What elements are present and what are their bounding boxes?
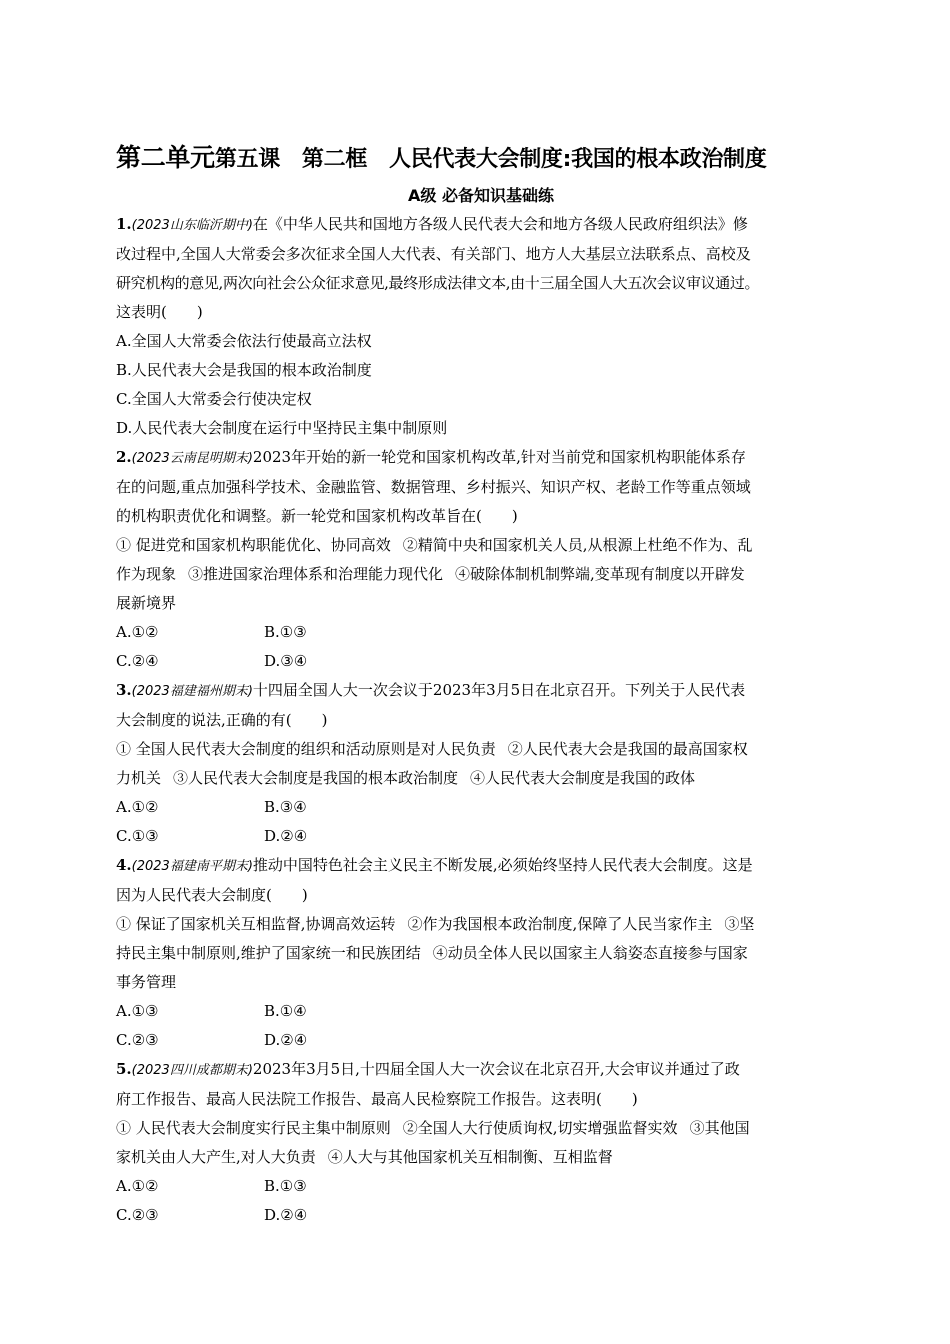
- option-d: D.②④: [264, 827, 308, 845]
- question-4: [116, 851, 846, 1055]
- question-3: [116, 676, 846, 851]
- option-b: B.人民代表大会是我国的根本政治制度: [116, 361, 372, 379]
- statement-line: ① 全国人民代表大会制度的组织和活动原则是对人民负责 ②人民代表大会是我国的最高国家权: [116, 740, 748, 758]
- question-stem: 5.(2023四川成都期末)2023年3月5日,十四届全国人大一次会议在北京召开,大会审议并通过了政: [116, 1060, 740, 1078]
- statement-line: 持民主集中制原则,维护了国家统一和民族团结 ④动员全体人民以国家主人翁姿态直接参与国家: [116, 944, 748, 962]
- option-d: D.②④: [264, 1206, 308, 1224]
- question-stem-line: 的机构职责优化和调整。新一轮党和国家机构改革旨在( ): [116, 507, 518, 525]
- document-content: [116, 142, 846, 1230]
- option-a: A.①③: [116, 1002, 159, 1020]
- statement-line: 力机关 ③人民代表大会制度是我国的根本政治制度 ④人民代表大会制度是我国的政体: [116, 769, 696, 787]
- option-a: A.①②: [116, 623, 159, 641]
- question-number: 2.: [116, 448, 132, 466]
- option-d: D.③④: [264, 652, 308, 670]
- question-stem: 1.(2023山东临沂期中)在《中华人民共和国地方各级人民代表大会和地方各级人民政府组织法》修: [116, 215, 748, 233]
- option-a: A.全国人大常委会依法行使最高立法权: [116, 332, 372, 350]
- option-b: B.①③: [264, 1177, 307, 1195]
- page-title: [116, 142, 846, 176]
- question-stem: 3.(2023福建福州期末)十四届全国人大一次会议于2023年3月5日在北京召开。下列关于人民代表: [116, 681, 746, 699]
- question-number: 4.: [116, 856, 132, 874]
- option-b: B.③④: [264, 798, 307, 816]
- statement-line: 展新境界: [116, 594, 177, 612]
- question-stem-line: 这表明( ): [116, 303, 203, 321]
- option-c: C.②③: [116, 1206, 159, 1224]
- section-subtitle: A级 必备知识基础练: [408, 186, 554, 205]
- option-b: B.①④: [264, 1002, 307, 1020]
- question-stem-line: 改过程中,全国人大常委会多次征求全国人大代表、有关部门、地方人大基层立法联系点、高校及: [116, 245, 751, 263]
- title-frame: 第二框: [301, 147, 368, 172]
- question-number: 1.: [116, 215, 132, 233]
- title-topic: 人民代表大会制度:我国的根本政治制度: [389, 147, 767, 172]
- options-grid: [116, 1172, 846, 1230]
- question-source: (2023福建南平期末): [131, 859, 253, 874]
- option-c: C.全国人大常委会行使决定权: [116, 390, 312, 408]
- statement-line: ① 促进党和国家机构职能优化、协同高效 ②精简中央和国家机关人员,从根源上杜绝不作为、乱: [116, 536, 753, 554]
- option-a: A.①②: [116, 1177, 159, 1195]
- question-stem: 4.(2023福建南平期末)推动中国特色社会主义民主不断发展,必须始终坚持人民代表大会制度。这是: [116, 856, 753, 874]
- question-stem-line: 在的问题,重点加强科学技术、金融监管、数据管理、乡村振兴、知识产权、老龄工作等重点领域: [116, 478, 751, 496]
- statement-line: ① 保证了国家机关互相监督,协调高效运转 ②作为我国根本政治制度,保障了人民当家作主 ③坚: [116, 915, 755, 933]
- statement-line: 作为现象 ③推进国家治理体系和治理能力现代化 ④破除体制机制弊端,变革现有制度以开辟发: [116, 565, 745, 583]
- question-source: (2023云南昆明期末): [131, 451, 253, 466]
- options-grid: [116, 793, 846, 851]
- question-number: 3.: [116, 681, 132, 699]
- options-grid: [116, 618, 846, 676]
- option-c: C.①③: [116, 827, 159, 845]
- question-source: (2023山东临沂期中): [131, 218, 253, 233]
- option-a: A.①②: [116, 798, 159, 816]
- question-5: [116, 1055, 846, 1230]
- question-source: (2023福建福州期末): [131, 684, 253, 699]
- question-2: [116, 443, 846, 676]
- question-stem-line: 因为人民代表大会制度( ): [116, 886, 308, 904]
- option-d: D.②④: [264, 1031, 308, 1049]
- question-1: [116, 210, 846, 443]
- question-source: (2023四川成都期末): [131, 1063, 253, 1078]
- question-stem-line: 府工作报告、最高人民法院工作报告、最高人民检察院工作报告。这表明( ): [116, 1090, 638, 1108]
- option-d: D.人民代表大会制度在运行中坚持民主集中制原则: [116, 419, 448, 437]
- statement-line: ① 人民代表大会制度实行民主集中制原则 ②全国人大行使质询权,切实增强监督实效 ③其他国: [116, 1119, 750, 1137]
- title-lesson: 第五课: [214, 147, 280, 172]
- statement-line: 家机关由人大产生,对人大负责 ④人大与其他国家机关互相制衡、互相监督: [116, 1148, 613, 1166]
- question-stem-line: 研究机构的意见,两次向社会公众征求意见,最终形成法律文本,由十三届全国人大五次会议审议通过。: [116, 274, 760, 292]
- options-grid: [116, 997, 846, 1055]
- question-stem-line: 大会制度的说法,正确的有( ): [116, 711, 328, 729]
- option-c: C.②④: [116, 652, 159, 670]
- statement-line: 事务管理: [116, 973, 177, 991]
- option-c: C.②③: [116, 1031, 159, 1049]
- question-number: 5.: [116, 1060, 132, 1078]
- option-b: B.①③: [264, 623, 307, 641]
- question-stem: 2.(2023云南昆明期末)2023年开始的新一轮党和国家机构改革,针对当前党和国家机构职能体系存: [116, 448, 746, 466]
- title-unit: 第二单元: [116, 143, 215, 172]
